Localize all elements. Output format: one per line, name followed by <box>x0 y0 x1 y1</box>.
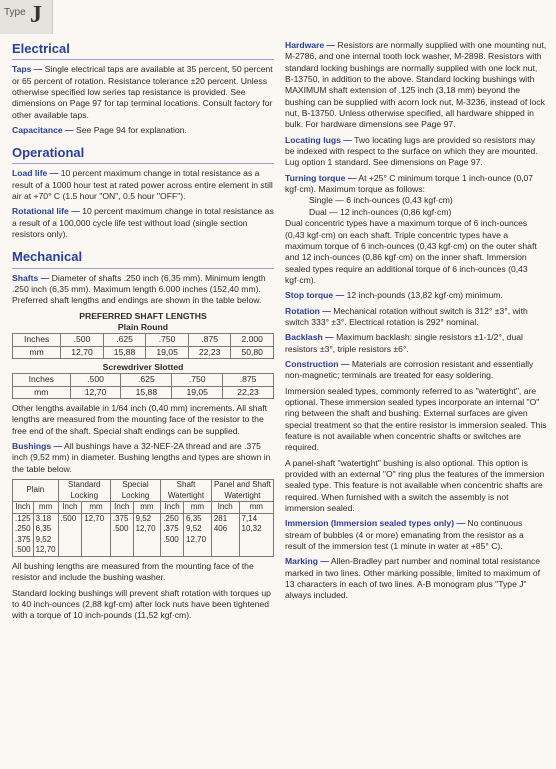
para-construction <box>285 359 547 382</box>
table-cell: 12,70 <box>61 346 104 358</box>
table-cell: 50,80 <box>231 346 274 358</box>
heading-electrical: Electrical <box>12 40 274 60</box>
para-stop-torque <box>285 290 547 301</box>
text-locating-lugs: Two locating lugs are provided so resistors may be indexed with respect to the surface on which they are mounted. Lug option 1 standard. See dimensions on Page 97. <box>285 134 538 168</box>
para-shafts <box>12 273 274 307</box>
table-row <box>13 502 274 514</box>
para-rotation <box>285 306 547 329</box>
kw-stop-torque: Stop torque — <box>285 290 345 301</box>
para-locating-lugs <box>285 135 547 169</box>
text-hardware: Resistors are normally supplied with one mounting nut, M-2786, and one internal tooth lock washer, M-2898. Resistors with standard locking bushings are normally supplied with one lock nut, B-13750, in addition to the above. Standard locking bushings with MAXIMUM shaft extension of .125 inch (3,18 mm) beyond the bushing can be supplied with acorn lock nut, M-3236, instead of lock nut, B-13750. Unless otherwise specified, all hardware shipped in bulk. For hardware dimensions see Page 97. <box>285 40 547 130</box>
kw-capacitance: Capacitance — <box>12 124 74 135</box>
para-taps <box>12 64 274 121</box>
table-cell: Inch <box>110 502 133 514</box>
table-cell: Inch <box>13 502 34 514</box>
text-load-life: 10 percent maximum change in total resistance as a result of a 1000 hour test at rated power across entire element in still air at +70° C (1.5 hour "ON", 0.5 hour "OFF"). <box>12 168 273 202</box>
table-cell: mm <box>184 502 212 514</box>
left-column <box>12 40 274 626</box>
para-hardware <box>285 40 547 131</box>
table-cell: .125 .250 .375 .500 <box>13 513 34 556</box>
kw-rotational-life: Rotational life — <box>12 206 80 217</box>
table-cell: .625 <box>103 334 146 346</box>
type-letter: J <box>30 2 42 28</box>
table-cell: mm <box>33 502 58 514</box>
table-cell: .750 <box>146 334 189 346</box>
para-immersion <box>285 518 547 552</box>
table-cell: 22,23 <box>188 346 231 358</box>
text-immersion: No continuous stream of bubbles (4 or more) emanating from the resistor as a result of the immersion test (1 minute in water at +85° C). <box>285 518 524 552</box>
table-cell: 281 406 <box>211 513 239 556</box>
kw-load-life: Load life — <box>12 168 59 179</box>
table-cell: Inches <box>13 374 71 386</box>
text-stop-torque: 12 inch-pounds (13,82 kgf·cm) minimum. <box>344 290 503 301</box>
table-plain-round <box>12 333 274 359</box>
text-turning-torque: At +25° C minimum torque 1 inch-ounce (0,07 kgf·cm). Maximum torque as follows: <box>285 172 534 195</box>
table-cell: .500 <box>70 374 121 386</box>
kw-construction: Construction — <box>285 358 350 369</box>
type-prefix: Type <box>4 7 26 18</box>
torque-dual: Dual — 12 inch-ounces (0,86 kgf·cm) <box>309 206 452 217</box>
table-cell: Inches <box>13 334 61 346</box>
type-tab <box>0 0 53 34</box>
kw-locating-lugs: Locating lugs — <box>285 134 352 145</box>
text-taps: Single electrical taps are available at 35 percent, 50 percent or 65 percent of rotation. Resistance tolerance ±20 percent. Unless otherwise specified low series tap resistance is provided. See dimensions on Page 97 for tap terminal locations. Consult factory for other available taps. <box>12 64 273 120</box>
kw-marking: Marking — <box>285 556 329 567</box>
table-cell: 7,14 10,32 <box>239 513 274 556</box>
table-subcaption-screwdriver: Screwdriver Slotted <box>102 362 184 372</box>
table-cell: mm <box>13 346 61 358</box>
right-column <box>285 40 547 606</box>
table-cell: mm <box>82 502 111 514</box>
table-cell: .625 <box>121 374 172 386</box>
table-cell: Inch <box>211 502 239 514</box>
para-immersion-sealed: Immersion sealed types, commonly referred to as "watertight", are optional. These immersion sealed types incorporate an internal "O" ring between the shaft and bushing. External surfaces are given special treatment so that the entire resistor is immersion sealed. This feature is not available when concentric shafts or switches are required. <box>285 385 547 453</box>
table-cell: 19,05 <box>146 346 189 358</box>
table-header: Plain <box>13 480 59 502</box>
table-cell: 22,23 <box>223 386 274 398</box>
torque-single: Single — 6 inch-ounces (0,43 kgf·cm) <box>309 195 453 206</box>
table-cell: mm <box>133 502 161 514</box>
heading-operational: Operational <box>12 144 274 164</box>
text-rotational-life: 10 percent maximum change in total resistance as a result of a 100,000 cycle life test without load (single section resistors only). <box>12 206 274 240</box>
table-cell: mm <box>13 386 71 398</box>
table-cell: Inch <box>58 502 82 514</box>
table-cell: Inch <box>161 502 184 514</box>
table-row <box>13 374 274 386</box>
table-header: Standard Locking <box>58 480 110 502</box>
heading-mechanical: Mechanical <box>12 248 274 268</box>
kw-taps: Taps — <box>12 64 43 75</box>
text-shafts: Diameter of shafts .250 inch (6,35 mm). Minimum length .250 inch (6,35 mm). Maximum length 6.000 inches (152,40 mm). Preferred shaft lengths and endings are shown in the table below. <box>12 272 266 306</box>
table-bushings <box>12 479 274 557</box>
para-marking <box>285 556 547 601</box>
para-load-life <box>12 168 274 202</box>
table-cell: 9,52 12,70 <box>133 513 161 556</box>
kw-bushings: Bushings — <box>12 441 63 452</box>
para-panel-shaft: A panel-shaft "watertight" bushing is also optional. This option is provided with an external "O" ring plus the features of the immersion sealed type. This feature is not available when concentric shafts are required. When furnished with a switch the assembly is not immersion sealed. <box>285 457 545 514</box>
para-rotational-life <box>12 206 274 240</box>
text-marking: Allen-Bradley part number and nominal total resistance marked in two lines. Other marking possible, limited to maximum of 13 characters in each of two lines. A-B monogram plus "Type J" always included. <box>285 556 541 601</box>
para-dual-concentric: Dual concentric types have a maximum torque of 6 inch-ounces (0,43 kgf·cm) on each shaft. Triple concentric types have a maximum torque of 6 inch-ounces (0,43 kgf·cm) on the outer shaft and 12 inch-ounces (0,86 kgf·cm) on the inner shaft. Immersion sealed types require an additional torque of 6 inch-ounces (0,43 kgf·cm). <box>285 218 537 285</box>
table-cell: .500 <box>58 513 82 556</box>
table-row <box>13 334 274 346</box>
text-capacitance: See Page 94 for explanation. <box>73 124 187 135</box>
table-cell: .875 <box>188 334 231 346</box>
para-bushings <box>12 441 274 475</box>
kw-backlash: Backlash — <box>285 332 334 343</box>
table-cell: 12,70 <box>70 386 121 398</box>
kw-rotation: Rotation — <box>285 305 331 316</box>
table-cell: .375 .500 <box>110 513 133 556</box>
table-header: Panel and Shaft Watertight <box>211 480 273 502</box>
para-standard-locking: Standard locking bushings will prevent shaft rotation with torques up to 40 inch-ounces (2,88 kgf·cm) after lock nuts have been tightened with a torque of 10 inch-pounds (11,52 kgf·cm). <box>12 587 271 621</box>
table-header: Shaft Watertight <box>161 480 212 502</box>
text-construction: Materials are corrosion resistant and essentially non-magnetic; terminals are treated for easy soldering. <box>285 358 534 381</box>
text-rotation: Mechanical rotation without switch is 312° ±3°, with switch 333° ±3°. Electrical rotation is 292° nominal. <box>285 305 528 327</box>
para-all-bushings: All bushing lengths are measured from the mounting face of the resistor and include the bushing washer. <box>12 560 254 583</box>
para-backlash <box>285 332 547 355</box>
table-cell: .250 .375 .500 <box>161 513 184 556</box>
table-cell: 2.000 <box>231 334 274 346</box>
kw-hardware: Hardware — <box>285 40 336 50</box>
para-capacitance <box>12 125 274 136</box>
table-cell: .875 <box>223 374 274 386</box>
table-caption-shaft-lengths: PREFERRED SHAFT LENGTHS <box>79 310 207 321</box>
table-header: Special Locking <box>110 480 160 502</box>
table-row <box>13 480 274 502</box>
text-backlash: Maximum backlash: single resistors ±1-1/2°, dual resistors ±3°, triple resistors ±6°. <box>285 332 523 354</box>
kw-immersion: Immersion (Immersion sealed types only) — <box>285 518 466 529</box>
table-screwdriver-slotted <box>12 373 274 399</box>
table-row <box>13 346 274 358</box>
text-bushings: All bushings have a 32-NEF-2A thread and are .375 inch (9,52 mm) in diameter. Bushing lengths and types are shown in the table below. <box>12 441 271 474</box>
table-cell: .750 <box>172 374 223 386</box>
table-cell: .500 <box>61 334 104 346</box>
table-row <box>13 386 274 398</box>
para-turning-torque <box>285 173 547 196</box>
table-cell: 15,88 <box>103 346 146 358</box>
table-subcaption-plain-round: Plain Round <box>117 321 169 332</box>
table-cell: 15,88 <box>121 386 172 398</box>
table-cell: 12,70 <box>82 513 111 556</box>
table-cell: 19,05 <box>172 386 223 398</box>
para-other-lengths: Other lengths available in 1/64 inch (0,40 mm) increments. All shaft lengths are measured from the mounting face of the resistor to the free end of the shaft. Special shaft endings can be supplied. <box>12 403 268 436</box>
table-cell: mm <box>239 502 274 514</box>
kw-shafts: Shafts — <box>12 272 50 283</box>
table-cell: 3.18 6,35 9,52 12,70 <box>33 513 58 556</box>
table-row <box>13 513 274 556</box>
table-cell: 6,35 9,52 12,70 <box>184 513 212 556</box>
kw-turning-torque: Turning torque — <box>285 172 357 183</box>
